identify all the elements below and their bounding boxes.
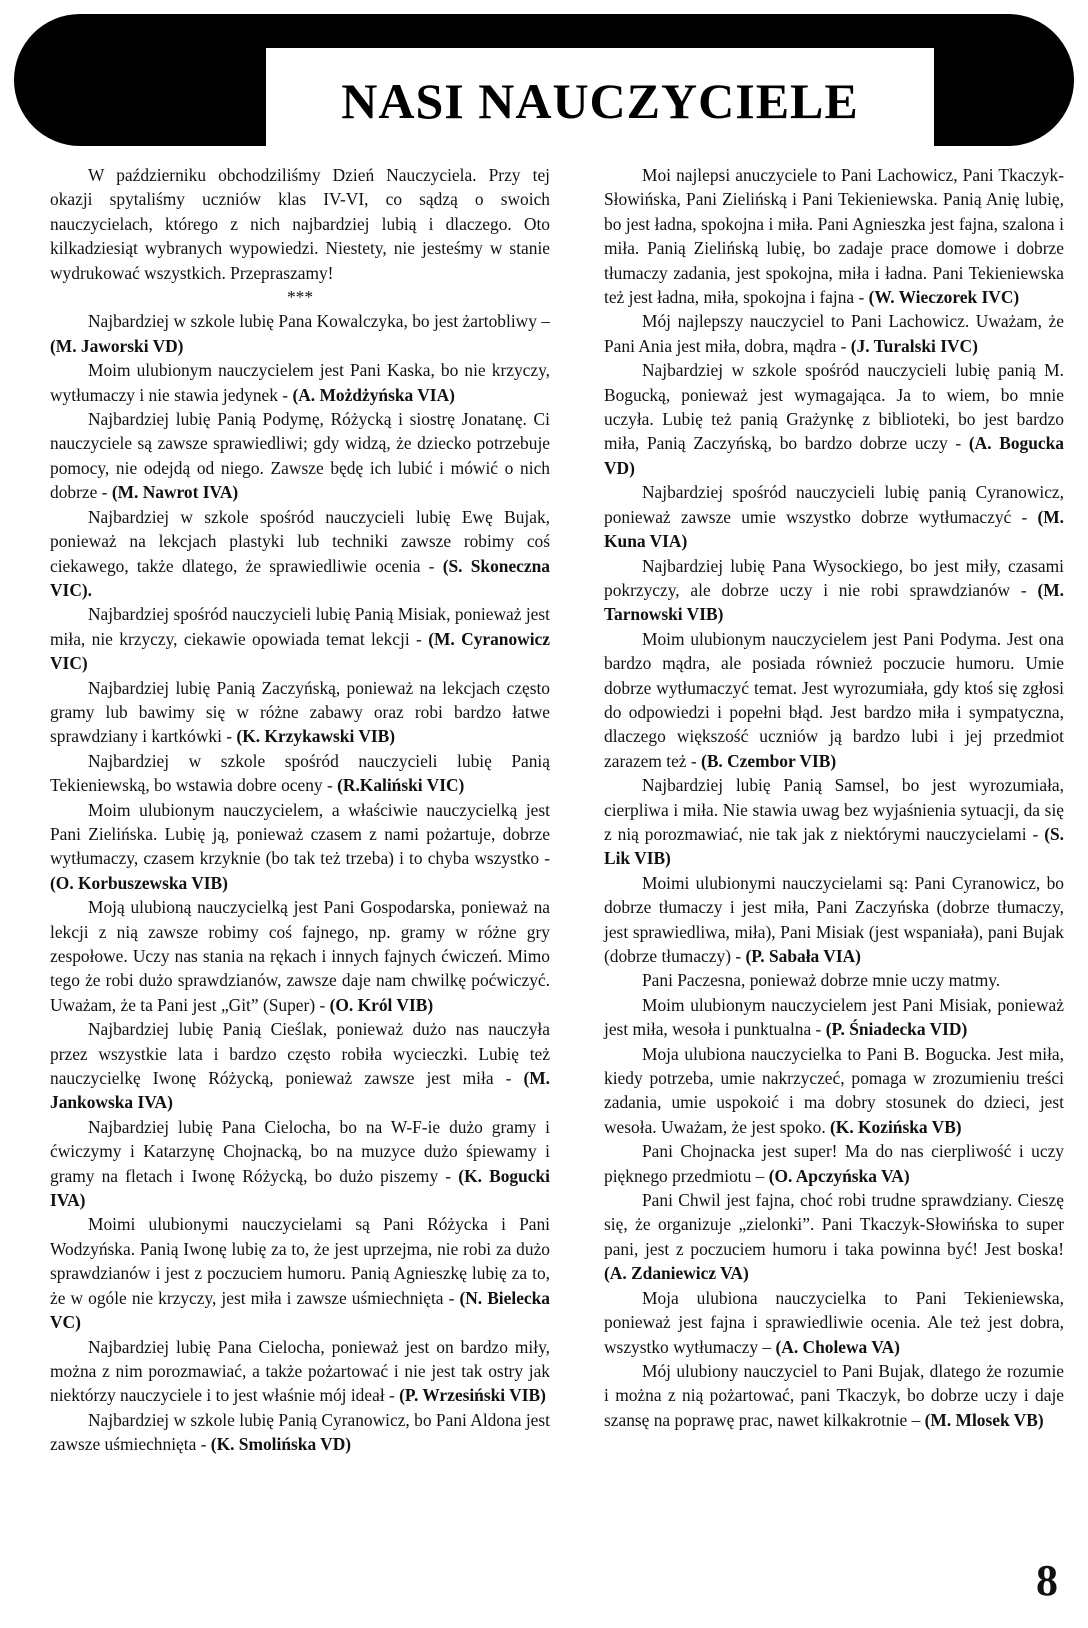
student-signature: (P. Wrzesiński VIB) bbox=[399, 1385, 546, 1406]
student-signature: (O. Apczyńska VA) bbox=[768, 1165, 910, 1186]
statement-paragraph bbox=[50, 285, 550, 309]
statement-text: Najbardziej lubię Panią Zaczyńską, ponieważ na lekcjach często gramy lub bawimy się w różne zabawy oraz robi bardzo łatwe sprawdziany i kartkówki - bbox=[50, 677, 550, 747]
student-signature: (M. Nawrot IVA) bbox=[111, 482, 239, 503]
student-signature: (R.Kaliński VIC) bbox=[337, 775, 465, 796]
statement-paragraph bbox=[604, 1139, 1064, 1188]
statement-paragraph bbox=[50, 1017, 550, 1115]
statement-text: Moja ulubiona nauczycielka to Pani B. Bogucka. Jest miła, kiedy potrzeba, umie nakrzyczeć, pomaga w zrozumieniu treści zadania, umie uspokoić i ma dobry stosunek do dzieci, jest wesoła. Uważam, że jest spoko. bbox=[604, 1043, 1064, 1137]
student-signature: (A. Możdżyńska VIA) bbox=[292, 384, 455, 405]
student-signature: (J. Turalski IVC) bbox=[850, 335, 978, 356]
statement-text: Najbardziej w szkole spośród nauczycieli lubię panią M. Bogucką, ponieważ jest wymagająca. Ja to wiem, bo mnie uczyła. Lubię też panią Grażynkę z biblioteki, bo jest bardzo miła, Panią Zaczyńską, bo bardzo dobrze uczy - bbox=[604, 360, 1064, 454]
student-signature: (K. Bogucki IVA) bbox=[50, 1165, 551, 1211]
statement-text: Moim ulubionym nauczycielem, a właściwie nauczycielką jest Pani Zielińska. Lubię ją, ponieważ czasem z nami pożartuje, dobrze wytłumaczy, czasem krzyknie (bo tak też trzeba) i to chyba wszystko - bbox=[50, 799, 550, 869]
student-signature: (M. Kuna VIA) bbox=[604, 506, 1064, 552]
statement-paragraph bbox=[50, 676, 550, 749]
statement-text: Najbardziej lubię Panią Samsel, bo jest wyrozumiała, cierpliwa i miła. Nie stawia uwag bez wyjaśnienia sytuacji, da się z nią porozmawiać, nie tak jak z niektórymi nauczycielami - bbox=[604, 775, 1064, 844]
statement-paragraph bbox=[50, 163, 550, 285]
statement-text: Najbardziej lubię Panią Podymę, Różycką i siostrę Jonatanę. Ci nauczyciele są zawsze sprawiedliwi; gdy widzą, że dziecko potrzebuje pomocy, nie odejdą od niego. Zawsze będę ich lubić i mówić o nich dobrze - bbox=[50, 409, 550, 503]
statement-text: Moim ulubionym nauczycielem jest Pani Misiak, ponieważ jest miła, wesoła i punktualna - bbox=[604, 994, 1064, 1040]
student-signature: (K. Kozińska VB) bbox=[830, 1116, 962, 1137]
statement-paragraph bbox=[50, 309, 550, 358]
statement-text: Najbardziej w szkole lubię Panią Cyranowicz, bo Pani Aldona jest zawsze uśmiechnięta - bbox=[50, 1409, 550, 1455]
student-signature: (M. Mlosek VB) bbox=[924, 1409, 1044, 1430]
statement-paragraph bbox=[50, 358, 550, 407]
statement-paragraph bbox=[50, 1408, 550, 1457]
statement-text: Pani Chwil jest fajna, choć robi trudne sprawdziany. Cieszę się, że organizuje „zielonki”. Pani Tkaczyk-Słowińska to super pani, jest z poczuciem humoru i taka powinna być! Jest boska! bbox=[604, 1190, 1064, 1259]
student-signature: (O. Korbuszewska VIB) bbox=[50, 872, 228, 893]
student-signature: (A. Zdaniewicz VA) bbox=[604, 1263, 749, 1284]
statement-text: Moim ulubionym nauczycielem jest Pani Podyma. Jest ona bardzo mądra, ale posiada również poczucie humoru. Umie dobrze wytłumaczyć temat. Jest wyrozumiała, gdy ktoś się zgłosi do odpowiedzi i popełni błąd. Jest bardzo miła i sympatyczna, dlaczego większość uczniów ją bardzo lubi i jej przedmiot zarazem też - bbox=[604, 628, 1064, 771]
statement-text: Najbardziej lubię Panią Cieślak, ponieważ dużo nas nauczyła przez wszystkie lata i bardzo często robiła wycieczki. Lubię też nauczycielkę Iwonę Różycką, ponieważ zawsze jest miła - bbox=[50, 1019, 550, 1089]
page-number: 8 bbox=[1036, 1556, 1058, 1605]
statement-text: Najbardziej w szkole spośród nauczycieli lubię Panią Tekieniewską, bo wstawia dobre oceny - bbox=[50, 750, 550, 796]
statement-paragraph bbox=[50, 1335, 550, 1408]
statement-text: Moja ulubiona nauczycielka to Pani Tekieniewska, ponieważ jest fajna i sprawiedliwie ocenia. Ale też jest dobra, wszystko wytłumaczy – bbox=[604, 1287, 1064, 1357]
statement-text: Najbardziej spośród nauczycieli lubię Panią Misiak, ponieważ jest miła, nie krzyczy, ciekawie opowiada temat lekcji - bbox=[50, 604, 550, 649]
student-signature: (M. Cyranowicz VIC) bbox=[50, 628, 550, 674]
statement-paragraph bbox=[50, 895, 550, 1017]
statement-paragraph bbox=[50, 407, 550, 505]
page-title: NASI NAUCZYCIELE bbox=[341, 73, 859, 129]
statement-paragraph bbox=[604, 968, 1064, 992]
student-signature: (P. Sabała VIA) bbox=[745, 946, 861, 966]
statement-text: Najbardziej w szkole lubię Pana Kowalczyka, bo jest żartobliwy – bbox=[88, 311, 550, 332]
statement-paragraph bbox=[604, 554, 1064, 627]
student-signature: (S. Skoneczna VIC). bbox=[50, 555, 550, 600]
statement-paragraph bbox=[604, 627, 1064, 773]
student-signature: (N. Bielecka VC) bbox=[50, 1287, 550, 1333]
student-signature: (M. Jankowska IVA) bbox=[50, 1068, 550, 1113]
student-signature: (S. Lik VIB) bbox=[604, 823, 1064, 869]
statement-text: Pani Chojnacka jest super! Ma do nas cierpliwość i uczy pięknego przedmiotu – bbox=[604, 1141, 1064, 1186]
student-signature: (W. Wieczorek IVC) bbox=[868, 287, 1020, 308]
student-signature: (O. Król VIB) bbox=[329, 994, 434, 1015]
statement-text: W październiku obchodziliśmy Dzień Nauczyciela. Przy tej okazji spytaliśmy uczniów klas IV-VI, co sądzą o swoich nauczycielach, którego z nich najbardziej lubią i dlaczego. Oto kilkadziesiąt wybranych wypowiedzi. Niestety, nie jesteśmy w stanie wydrukować wszystkich. Przepraszamy! bbox=[50, 165, 550, 283]
statement-paragraph bbox=[50, 1212, 550, 1334]
statement-text: Moimi ulubionymi nauczycielami są: Pani Cyranowicz, bo dobrze tłumaczy i jest miła, Pani Zaczyńska (dobrze tłumaczy, jest sprawiedliwa, miła), Pani Misiak (jest wspaniała), pani Bujak (dobrze tłumaczy) - bbox=[604, 872, 1064, 966]
statement-text: Mój ulubiony nauczyciel to Pani Bujak, dlatego że rozumie i można z nią pożartować, pani Tkaczyk, bo dobrze uczy i daje szansę na poprawę prac, nawet kilkakrotnie – bbox=[604, 1360, 1064, 1430]
student-signature: (A. Cholewa VA) bbox=[775, 1336, 900, 1357]
statement-paragraph bbox=[604, 358, 1064, 480]
statement-text: Najbardziej lubię Pana Wysockiego, bo jest miły, czasami pokrzyczy, ale dobrze uczy i nie robi sprawdzianów - bbox=[604, 555, 1064, 600]
statement-paragraph bbox=[604, 1359, 1064, 1432]
student-signature: (K. Krzykawski VIB) bbox=[236, 726, 396, 747]
student-signature: (A. Bogucka VD) bbox=[604, 433, 1065, 478]
statement-paragraph bbox=[604, 309, 1064, 358]
student-signature: (M. Jaworski VD) bbox=[50, 335, 184, 356]
student-signature: (K. Smolińska VD) bbox=[210, 1434, 352, 1455]
statement-paragraph bbox=[604, 1286, 1064, 1359]
statement-text: Najbardziej lubię Pana Cielocha, bo na W-F-ie dużo gramy i ćwiczymy i Katarzynę Chojnacką, bo na muzyce dużo śpiewamy i gramy na fletach i Iwonę Różycką, bo dużo piszemy - bbox=[50, 1116, 550, 1186]
statement-paragraph bbox=[604, 773, 1064, 871]
statement-text: Najbardziej w szkole spośród nauczycieli lubię Ewę Bujak, ponieważ na lekcjach plastyki lub techniki zawsze robimy coś ciekawego, także dlatego, że sprawiedliwie ocenia - bbox=[50, 506, 550, 576]
statement-text: *** bbox=[286, 287, 314, 308]
statement-paragraph bbox=[604, 1042, 1064, 1140]
student-signature: (M. Tarnowski VIB) bbox=[604, 579, 1064, 625]
statement-paragraph bbox=[50, 1115, 550, 1213]
title-box bbox=[266, 48, 934, 154]
statement-paragraph bbox=[50, 749, 550, 798]
statement-paragraph bbox=[604, 480, 1064, 553]
student-signature: (P. Śniadecka VID) bbox=[825, 1019, 968, 1040]
statement-paragraph bbox=[604, 993, 1064, 1042]
statement-text: Moi najlepsi anuczyciele to Pani Lachowicz, Pani Tkaczyk-Słowińska, Pani Zielińską i Pani Tekieniewska. Panią Anię lubię, bo jest ładna, spokojna i miła. Pani Agnieszka jest fajna, szalona i miła. Panią Zielińską lubię, bo zadaje prace domowe i dobrze tłumaczy zadania, jest spokojna, miła i ładna. Pani Tekieniewska też jest ładna, miła, spokojna i fajna - bbox=[604, 165, 1064, 308]
statement-paragraph bbox=[50, 798, 550, 896]
student-signature: (B. Czembor VIB) bbox=[701, 750, 837, 771]
statement-text: Moją ulubioną nauczycielką jest Pani Gospodarska, ponieważ na lekcji z nią zawsze robimy coś fajnego, np. gramy w różne gry zespołowe. Uczy nas stania na rękach i innych fajnych ćwiczeń. Mimo tego że robi dużo sprawdzianów, zawsze daje nam chwilkę poćwiczyć. Uważam, że ta Pani jest „Git” (Super) - bbox=[50, 897, 550, 1015]
statement-text: Najbardziej spośród nauczycieli lubię panią Cyranowicz, ponieważ zawsze umie wszystko dobrze wytłumaczyć - bbox=[604, 482, 1064, 527]
left-column bbox=[50, 163, 550, 1457]
right-column bbox=[604, 163, 1064, 1432]
statement-paragraph bbox=[50, 602, 550, 675]
statement-text: Moim ulubionym nauczycielem jest Pani Kaska, bo nie krzyczy, wytłumaczy i nie stawia jedynek - bbox=[50, 360, 550, 405]
statement-paragraph bbox=[604, 871, 1064, 969]
statement-text: Pani Paczesna, ponieważ dobrze mnie uczy matmy. bbox=[642, 970, 1001, 991]
title-banner bbox=[14, 14, 1074, 146]
statement-paragraph bbox=[50, 505, 550, 603]
statement-paragraph bbox=[604, 1188, 1064, 1286]
statement-paragraph bbox=[604, 163, 1064, 309]
statement-text: Najbardziej lubię Pana Cielocha, ponieważ jest on bardzo miły, można z nim porozmawiać, a także pożartować i nie jest tak ostry jak niektórzy nauczyciele i to jest właśnie mój ideał - bbox=[50, 1336, 550, 1406]
statement-text: Moimi ulubionymi nauczycielami są Pani Różycka i Pani Wodzyńska. Panią Iwonę lubię za to, że jest uprzejma, nie robi za dużo sprawdzianów i jest z poczuciem humoru. Panią Agnieszkę lubię za to, że w ogóle nie krzyczy, jest miła i zawsze uśmiechnięta - bbox=[50, 1214, 550, 1308]
statement-text: Mój najlepszy nauczyciel to Pani Lachowicz. Uważam, że Pani Ania jest miła, dobra, mądra - bbox=[604, 311, 1064, 356]
